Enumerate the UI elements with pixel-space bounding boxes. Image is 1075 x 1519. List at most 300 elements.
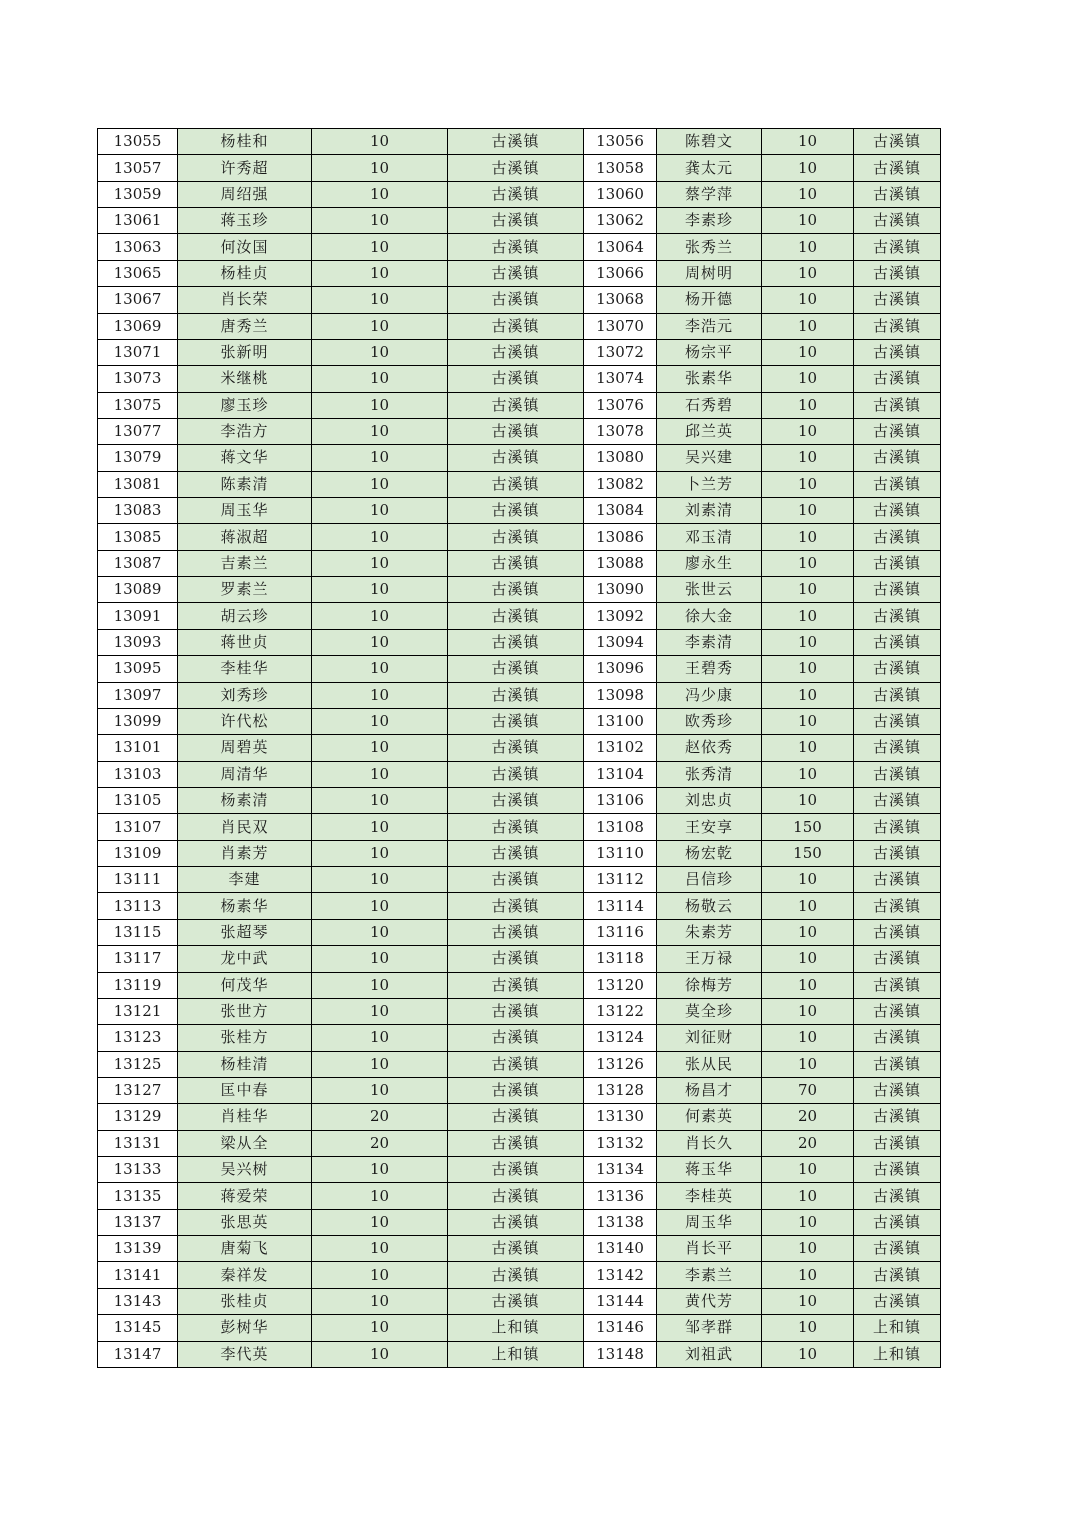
table-row (98, 1157, 941, 1183)
cell-id-left: 13059 (98, 181, 178, 207)
cell-town-right: 古溪镇 (854, 418, 941, 444)
cell-name-right: 徐大金 (657, 603, 762, 629)
cell-name-right: 徐梅芳 (657, 972, 762, 998)
cell-id-right: 13084 (584, 498, 657, 524)
cell-town-right: 上和镇 (854, 1341, 941, 1367)
cell-id-left: 13091 (98, 603, 178, 629)
cell-amount-right: 10 (762, 708, 854, 734)
table-row (98, 418, 941, 444)
cell-id-left: 13055 (98, 129, 178, 155)
cell-name-left: 李代英 (178, 1341, 312, 1367)
table-row (98, 761, 941, 787)
cell-town-right: 古溪镇 (854, 1209, 941, 1235)
cell-name-right: 张从民 (657, 1051, 762, 1077)
cell-id-left: 13057 (98, 155, 178, 181)
table-row (98, 234, 941, 260)
table-row (98, 577, 941, 603)
cell-town-left: 古溪镇 (448, 840, 584, 866)
cell-town-right: 古溪镇 (854, 339, 941, 365)
cell-town-left: 古溪镇 (448, 1288, 584, 1314)
cell-id-right: 13090 (584, 577, 657, 603)
cell-amount-left: 10 (312, 787, 448, 813)
cell-town-right: 古溪镇 (854, 1051, 941, 1077)
cell-name-right: 刘忠贞 (657, 787, 762, 813)
cell-town-right: 古溪镇 (854, 524, 941, 550)
table-row (98, 181, 941, 207)
cell-name-left: 吉素兰 (178, 550, 312, 576)
cell-name-left: 胡云珍 (178, 603, 312, 629)
cell-town-right: 古溪镇 (854, 998, 941, 1024)
cell-town-left: 古溪镇 (448, 1130, 584, 1156)
table-row (98, 682, 941, 708)
cell-id-left: 13145 (98, 1315, 178, 1341)
cell-town-left: 上和镇 (448, 1341, 584, 1367)
cell-id-left: 13063 (98, 234, 178, 260)
cell-town-left: 古溪镇 (448, 339, 584, 365)
cell-amount-left: 10 (312, 339, 448, 365)
cell-name-right: 李素兰 (657, 1262, 762, 1288)
cell-amount-right: 10 (762, 603, 854, 629)
cell-name-left: 杨桂清 (178, 1051, 312, 1077)
cell-amount-right: 10 (762, 234, 854, 260)
cell-name-left: 杨桂和 (178, 129, 312, 155)
table-row (98, 366, 941, 392)
cell-id-left: 13079 (98, 445, 178, 471)
table-row (98, 1341, 941, 1367)
cell-name-left: 蒋文华 (178, 445, 312, 471)
cell-amount-left: 10 (312, 1341, 448, 1367)
cell-amount-right: 10 (762, 735, 854, 761)
cell-amount-right: 10 (762, 498, 854, 524)
cell-name-right: 周树明 (657, 260, 762, 286)
cell-id-right: 13128 (584, 1077, 657, 1103)
cell-name-right: 李素珍 (657, 208, 762, 234)
cell-amount-right: 10 (762, 366, 854, 392)
cell-amount-right: 10 (762, 919, 854, 945)
cell-amount-right: 10 (762, 392, 854, 418)
cell-amount-left: 10 (312, 946, 448, 972)
cell-name-right: 杨敬云 (657, 893, 762, 919)
table-row (98, 1104, 941, 1130)
table-row (98, 1077, 941, 1103)
cell-name-right: 杨昌才 (657, 1077, 762, 1103)
cell-town-left: 古溪镇 (448, 629, 584, 655)
cell-town-right: 古溪镇 (854, 787, 941, 813)
cell-town-left: 古溪镇 (448, 682, 584, 708)
cell-town-left: 古溪镇 (448, 234, 584, 260)
table-row (98, 814, 941, 840)
cell-id-left: 13105 (98, 787, 178, 813)
cell-id-right: 13136 (584, 1183, 657, 1209)
cell-name-right: 吴兴建 (657, 445, 762, 471)
table-row (98, 471, 941, 497)
cell-name-left: 张超琴 (178, 919, 312, 945)
cell-town-right: 古溪镇 (854, 1262, 941, 1288)
cell-amount-right: 10 (762, 761, 854, 787)
cell-amount-left: 10 (312, 550, 448, 576)
cell-name-left: 张桂方 (178, 1025, 312, 1051)
cell-id-right: 13124 (584, 1025, 657, 1051)
cell-id-left: 13129 (98, 1104, 178, 1130)
cell-town-right: 古溪镇 (854, 1130, 941, 1156)
cell-name-left: 廖玉珍 (178, 392, 312, 418)
cell-name-left: 肖素芳 (178, 840, 312, 866)
cell-town-left: 古溪镇 (448, 550, 584, 576)
cell-amount-right: 10 (762, 867, 854, 893)
cell-town-right: 古溪镇 (854, 1288, 941, 1314)
cell-town-left: 古溪镇 (448, 445, 584, 471)
cell-town-left: 古溪镇 (448, 972, 584, 998)
table-row (98, 1288, 941, 1314)
cell-town-right: 古溪镇 (854, 629, 941, 655)
table-row (98, 287, 941, 313)
cell-town-left: 古溪镇 (448, 208, 584, 234)
cell-name-left: 张世方 (178, 998, 312, 1024)
cell-amount-left: 10 (312, 208, 448, 234)
cell-amount-right: 20 (762, 1104, 854, 1130)
cell-name-right: 张秀清 (657, 761, 762, 787)
cell-name-right: 廖永生 (657, 550, 762, 576)
cell-amount-right: 10 (762, 1051, 854, 1077)
cell-id-right: 13094 (584, 629, 657, 655)
cell-amount-right: 10 (762, 1288, 854, 1314)
cell-id-right: 13078 (584, 418, 657, 444)
cell-name-right: 卜兰芳 (657, 471, 762, 497)
cell-name-right: 邓玉清 (657, 524, 762, 550)
cell-town-left: 古溪镇 (448, 1104, 584, 1130)
cell-id-left: 13073 (98, 366, 178, 392)
table-row (98, 998, 941, 1024)
table-row (98, 1130, 941, 1156)
cell-name-right: 张秀兰 (657, 234, 762, 260)
cell-id-right: 13088 (584, 550, 657, 576)
cell-name-right: 龚太元 (657, 155, 762, 181)
cell-town-right: 古溪镇 (854, 1183, 941, 1209)
table-row (98, 787, 941, 813)
cell-amount-left: 10 (312, 129, 448, 155)
cell-town-left: 古溪镇 (448, 577, 584, 603)
cell-id-right: 13146 (584, 1315, 657, 1341)
cell-id-right: 13126 (584, 1051, 657, 1077)
cell-id-left: 13083 (98, 498, 178, 524)
cell-town-right: 古溪镇 (854, 471, 941, 497)
cell-name-left: 龙中武 (178, 946, 312, 972)
cell-name-left: 许秀超 (178, 155, 312, 181)
cell-town-right: 古溪镇 (854, 498, 941, 524)
cell-amount-left: 10 (312, 1236, 448, 1262)
table-row (98, 208, 941, 234)
cell-amount-right: 10 (762, 1341, 854, 1367)
cell-id-right: 13148 (584, 1341, 657, 1367)
cell-amount-left: 10 (312, 181, 448, 207)
cell-id-left: 13095 (98, 656, 178, 682)
cell-name-right: 周玉华 (657, 1209, 762, 1235)
cell-amount-left: 10 (312, 629, 448, 655)
cell-name-left: 张新明 (178, 339, 312, 365)
cell-name-right: 何素英 (657, 1104, 762, 1130)
cell-town-left: 古溪镇 (448, 155, 584, 181)
cell-town-left: 古溪镇 (448, 313, 584, 339)
table-row (98, 1051, 941, 1077)
cell-town-left: 古溪镇 (448, 787, 584, 813)
cell-town-left: 古溪镇 (448, 867, 584, 893)
cell-name-right: 赵依秀 (657, 735, 762, 761)
cell-town-left: 古溪镇 (448, 1262, 584, 1288)
cell-amount-left: 10 (312, 418, 448, 444)
cell-name-right: 邹孝群 (657, 1315, 762, 1341)
cell-name-left: 蒋爱荣 (178, 1183, 312, 1209)
cell-id-right: 13086 (584, 524, 657, 550)
cell-amount-right: 10 (762, 1262, 854, 1288)
cell-id-left: 13119 (98, 972, 178, 998)
cell-town-right: 古溪镇 (854, 1025, 941, 1051)
cell-amount-left: 10 (312, 893, 448, 919)
cell-id-right: 13140 (584, 1236, 657, 1262)
cell-name-right: 吕信珍 (657, 867, 762, 893)
cell-id-right: 13092 (584, 603, 657, 629)
cell-amount-right: 10 (762, 129, 854, 155)
cell-town-left: 古溪镇 (448, 1209, 584, 1235)
table-row (98, 550, 941, 576)
cell-amount-right: 20 (762, 1130, 854, 1156)
cell-id-right: 13074 (584, 366, 657, 392)
cell-amount-right: 10 (762, 1236, 854, 1262)
cell-amount-left: 10 (312, 761, 448, 787)
cell-id-right: 13118 (584, 946, 657, 972)
cell-id-right: 13116 (584, 919, 657, 945)
cell-id-left: 13135 (98, 1183, 178, 1209)
cell-amount-right: 10 (762, 313, 854, 339)
cell-amount-right: 10 (762, 629, 854, 655)
cell-amount-right: 70 (762, 1077, 854, 1103)
roster-body (98, 129, 941, 1368)
cell-amount-right: 10 (762, 1315, 854, 1341)
cell-amount-left: 10 (312, 1315, 448, 1341)
cell-amount-left: 10 (312, 603, 448, 629)
cell-name-left: 肖长荣 (178, 287, 312, 313)
cell-amount-left: 10 (312, 1051, 448, 1077)
cell-id-right: 13058 (584, 155, 657, 181)
cell-id-left: 13137 (98, 1209, 178, 1235)
cell-amount-left: 10 (312, 1288, 448, 1314)
table-row (98, 524, 941, 550)
cell-name-right: 王安享 (657, 814, 762, 840)
cell-town-left: 古溪镇 (448, 893, 584, 919)
cell-name-right: 邱兰英 (657, 418, 762, 444)
cell-name-left: 唐菊飞 (178, 1236, 312, 1262)
cell-amount-left: 10 (312, 287, 448, 313)
cell-id-left: 13071 (98, 339, 178, 365)
cell-name-right: 欧秀珍 (657, 708, 762, 734)
cell-town-right: 古溪镇 (854, 603, 941, 629)
cell-amount-right: 10 (762, 998, 854, 1024)
cell-town-left: 古溪镇 (448, 1051, 584, 1077)
table-row (98, 708, 941, 734)
cell-name-right: 蔡学萍 (657, 181, 762, 207)
cell-id-left: 13097 (98, 682, 178, 708)
cell-town-left: 古溪镇 (448, 287, 584, 313)
cell-name-right: 肖长久 (657, 1130, 762, 1156)
cell-amount-left: 10 (312, 498, 448, 524)
cell-town-left: 古溪镇 (448, 708, 584, 734)
cell-name-right: 刘祖武 (657, 1341, 762, 1367)
cell-id-left: 13113 (98, 893, 178, 919)
cell-id-right: 13114 (584, 893, 657, 919)
cell-town-right: 古溪镇 (854, 392, 941, 418)
cell-id-left: 13123 (98, 1025, 178, 1051)
table-row (98, 339, 941, 365)
cell-town-right: 古溪镇 (854, 155, 941, 181)
cell-town-right: 古溪镇 (854, 1236, 941, 1262)
cell-amount-left: 10 (312, 814, 448, 840)
cell-amount-left: 10 (312, 313, 448, 339)
cell-amount-right: 10 (762, 208, 854, 234)
cell-name-right: 李桂英 (657, 1183, 762, 1209)
cell-town-left: 古溪镇 (448, 418, 584, 444)
cell-name-right: 黄代芳 (657, 1288, 762, 1314)
cell-amount-left: 10 (312, 392, 448, 418)
cell-id-left: 13093 (98, 629, 178, 655)
cell-amount-left: 10 (312, 366, 448, 392)
cell-town-right: 古溪镇 (854, 550, 941, 576)
table-row (98, 155, 941, 181)
table-row (98, 629, 941, 655)
cell-id-left: 13131 (98, 1130, 178, 1156)
cell-id-right: 13108 (584, 814, 657, 840)
cell-name-left: 彭树华 (178, 1315, 312, 1341)
cell-id-left: 13133 (98, 1157, 178, 1183)
cell-name-right: 杨宗平 (657, 339, 762, 365)
cell-name-left: 秦祥发 (178, 1262, 312, 1288)
cell-town-right: 古溪镇 (854, 1104, 941, 1130)
cell-id-right: 13122 (584, 998, 657, 1024)
cell-name-left: 何汝国 (178, 234, 312, 260)
table-row (98, 1236, 941, 1262)
cell-town-left: 古溪镇 (448, 392, 584, 418)
cell-id-right: 13130 (584, 1104, 657, 1130)
cell-town-right: 古溪镇 (854, 129, 941, 155)
cell-town-right: 古溪镇 (854, 577, 941, 603)
cell-town-left: 古溪镇 (448, 498, 584, 524)
cell-town-right: 古溪镇 (854, 919, 941, 945)
cell-name-left: 张思英 (178, 1209, 312, 1235)
cell-town-left: 古溪镇 (448, 129, 584, 155)
cell-name-left: 李建 (178, 867, 312, 893)
cell-name-left: 杨素清 (178, 787, 312, 813)
cell-amount-left: 10 (312, 708, 448, 734)
cell-id-left: 13117 (98, 946, 178, 972)
cell-amount-left: 10 (312, 867, 448, 893)
table-row (98, 129, 941, 155)
cell-name-left: 许代松 (178, 708, 312, 734)
table-row (98, 260, 941, 286)
cell-name-left: 米继桃 (178, 366, 312, 392)
cell-id-left: 13089 (98, 577, 178, 603)
cell-name-left: 唐秀兰 (178, 313, 312, 339)
cell-town-right: 古溪镇 (854, 181, 941, 207)
cell-id-left: 13121 (98, 998, 178, 1024)
cell-town-left: 古溪镇 (448, 603, 584, 629)
cell-amount-left: 10 (312, 155, 448, 181)
cell-amount-left: 10 (312, 1025, 448, 1051)
cell-name-left: 罗素兰 (178, 577, 312, 603)
roster-table (97, 128, 941, 1368)
cell-name-left: 刘秀珍 (178, 682, 312, 708)
table-row (98, 946, 941, 972)
cell-name-right: 李浩元 (657, 313, 762, 339)
cell-amount-right: 10 (762, 893, 854, 919)
cell-name-right: 杨开德 (657, 287, 762, 313)
table-row (98, 893, 941, 919)
cell-id-left: 13065 (98, 260, 178, 286)
table-row (98, 1315, 941, 1341)
cell-id-left: 13075 (98, 392, 178, 418)
cell-name-right: 张素华 (657, 366, 762, 392)
cell-town-left: 古溪镇 (448, 1025, 584, 1051)
cell-town-left: 古溪镇 (448, 181, 584, 207)
cell-id-left: 13143 (98, 1288, 178, 1314)
cell-town-left: 古溪镇 (448, 1077, 584, 1103)
cell-amount-right: 10 (762, 339, 854, 365)
cell-amount-right: 10 (762, 656, 854, 682)
cell-town-left: 古溪镇 (448, 656, 584, 682)
cell-amount-left: 10 (312, 260, 448, 286)
cell-amount-left: 10 (312, 998, 448, 1024)
cell-town-left: 古溪镇 (448, 1157, 584, 1183)
cell-name-left: 张桂贞 (178, 1288, 312, 1314)
cell-amount-left: 20 (312, 1104, 448, 1130)
cell-id-left: 13077 (98, 418, 178, 444)
cell-town-right: 古溪镇 (854, 972, 941, 998)
cell-id-right: 13110 (584, 840, 657, 866)
cell-amount-right: 10 (762, 155, 854, 181)
cell-name-right: 石秀碧 (657, 392, 762, 418)
cell-id-right: 13132 (584, 1130, 657, 1156)
cell-amount-left: 10 (312, 1262, 448, 1288)
cell-id-left: 13081 (98, 471, 178, 497)
cell-name-left: 梁从全 (178, 1130, 312, 1156)
cell-amount-left: 10 (312, 445, 448, 471)
table-row (98, 603, 941, 629)
cell-id-right: 13104 (584, 761, 657, 787)
cell-amount-right: 150 (762, 840, 854, 866)
cell-town-left: 古溪镇 (448, 260, 584, 286)
cell-name-left: 匡中春 (178, 1077, 312, 1103)
cell-id-right: 13098 (584, 682, 657, 708)
cell-id-left: 13127 (98, 1077, 178, 1103)
cell-name-right: 莫全珍 (657, 998, 762, 1024)
cell-id-left: 13069 (98, 313, 178, 339)
cell-id-right: 13080 (584, 445, 657, 471)
cell-amount-left: 10 (312, 1183, 448, 1209)
cell-name-right: 王万禄 (657, 946, 762, 972)
cell-name-left: 蒋淑超 (178, 524, 312, 550)
cell-id-right: 13060 (584, 181, 657, 207)
cell-name-left: 周清华 (178, 761, 312, 787)
cell-amount-left: 10 (312, 840, 448, 866)
cell-amount-right: 10 (762, 577, 854, 603)
cell-id-left: 13099 (98, 708, 178, 734)
cell-town-left: 古溪镇 (448, 366, 584, 392)
cell-town-right: 古溪镇 (854, 814, 941, 840)
cell-id-right: 13100 (584, 708, 657, 734)
cell-amount-left: 20 (312, 1130, 448, 1156)
cell-id-right: 13056 (584, 129, 657, 155)
cell-town-right: 古溪镇 (854, 867, 941, 893)
cell-amount-right: 10 (762, 972, 854, 998)
cell-town-right: 古溪镇 (854, 234, 941, 260)
cell-amount-left: 10 (312, 1209, 448, 1235)
